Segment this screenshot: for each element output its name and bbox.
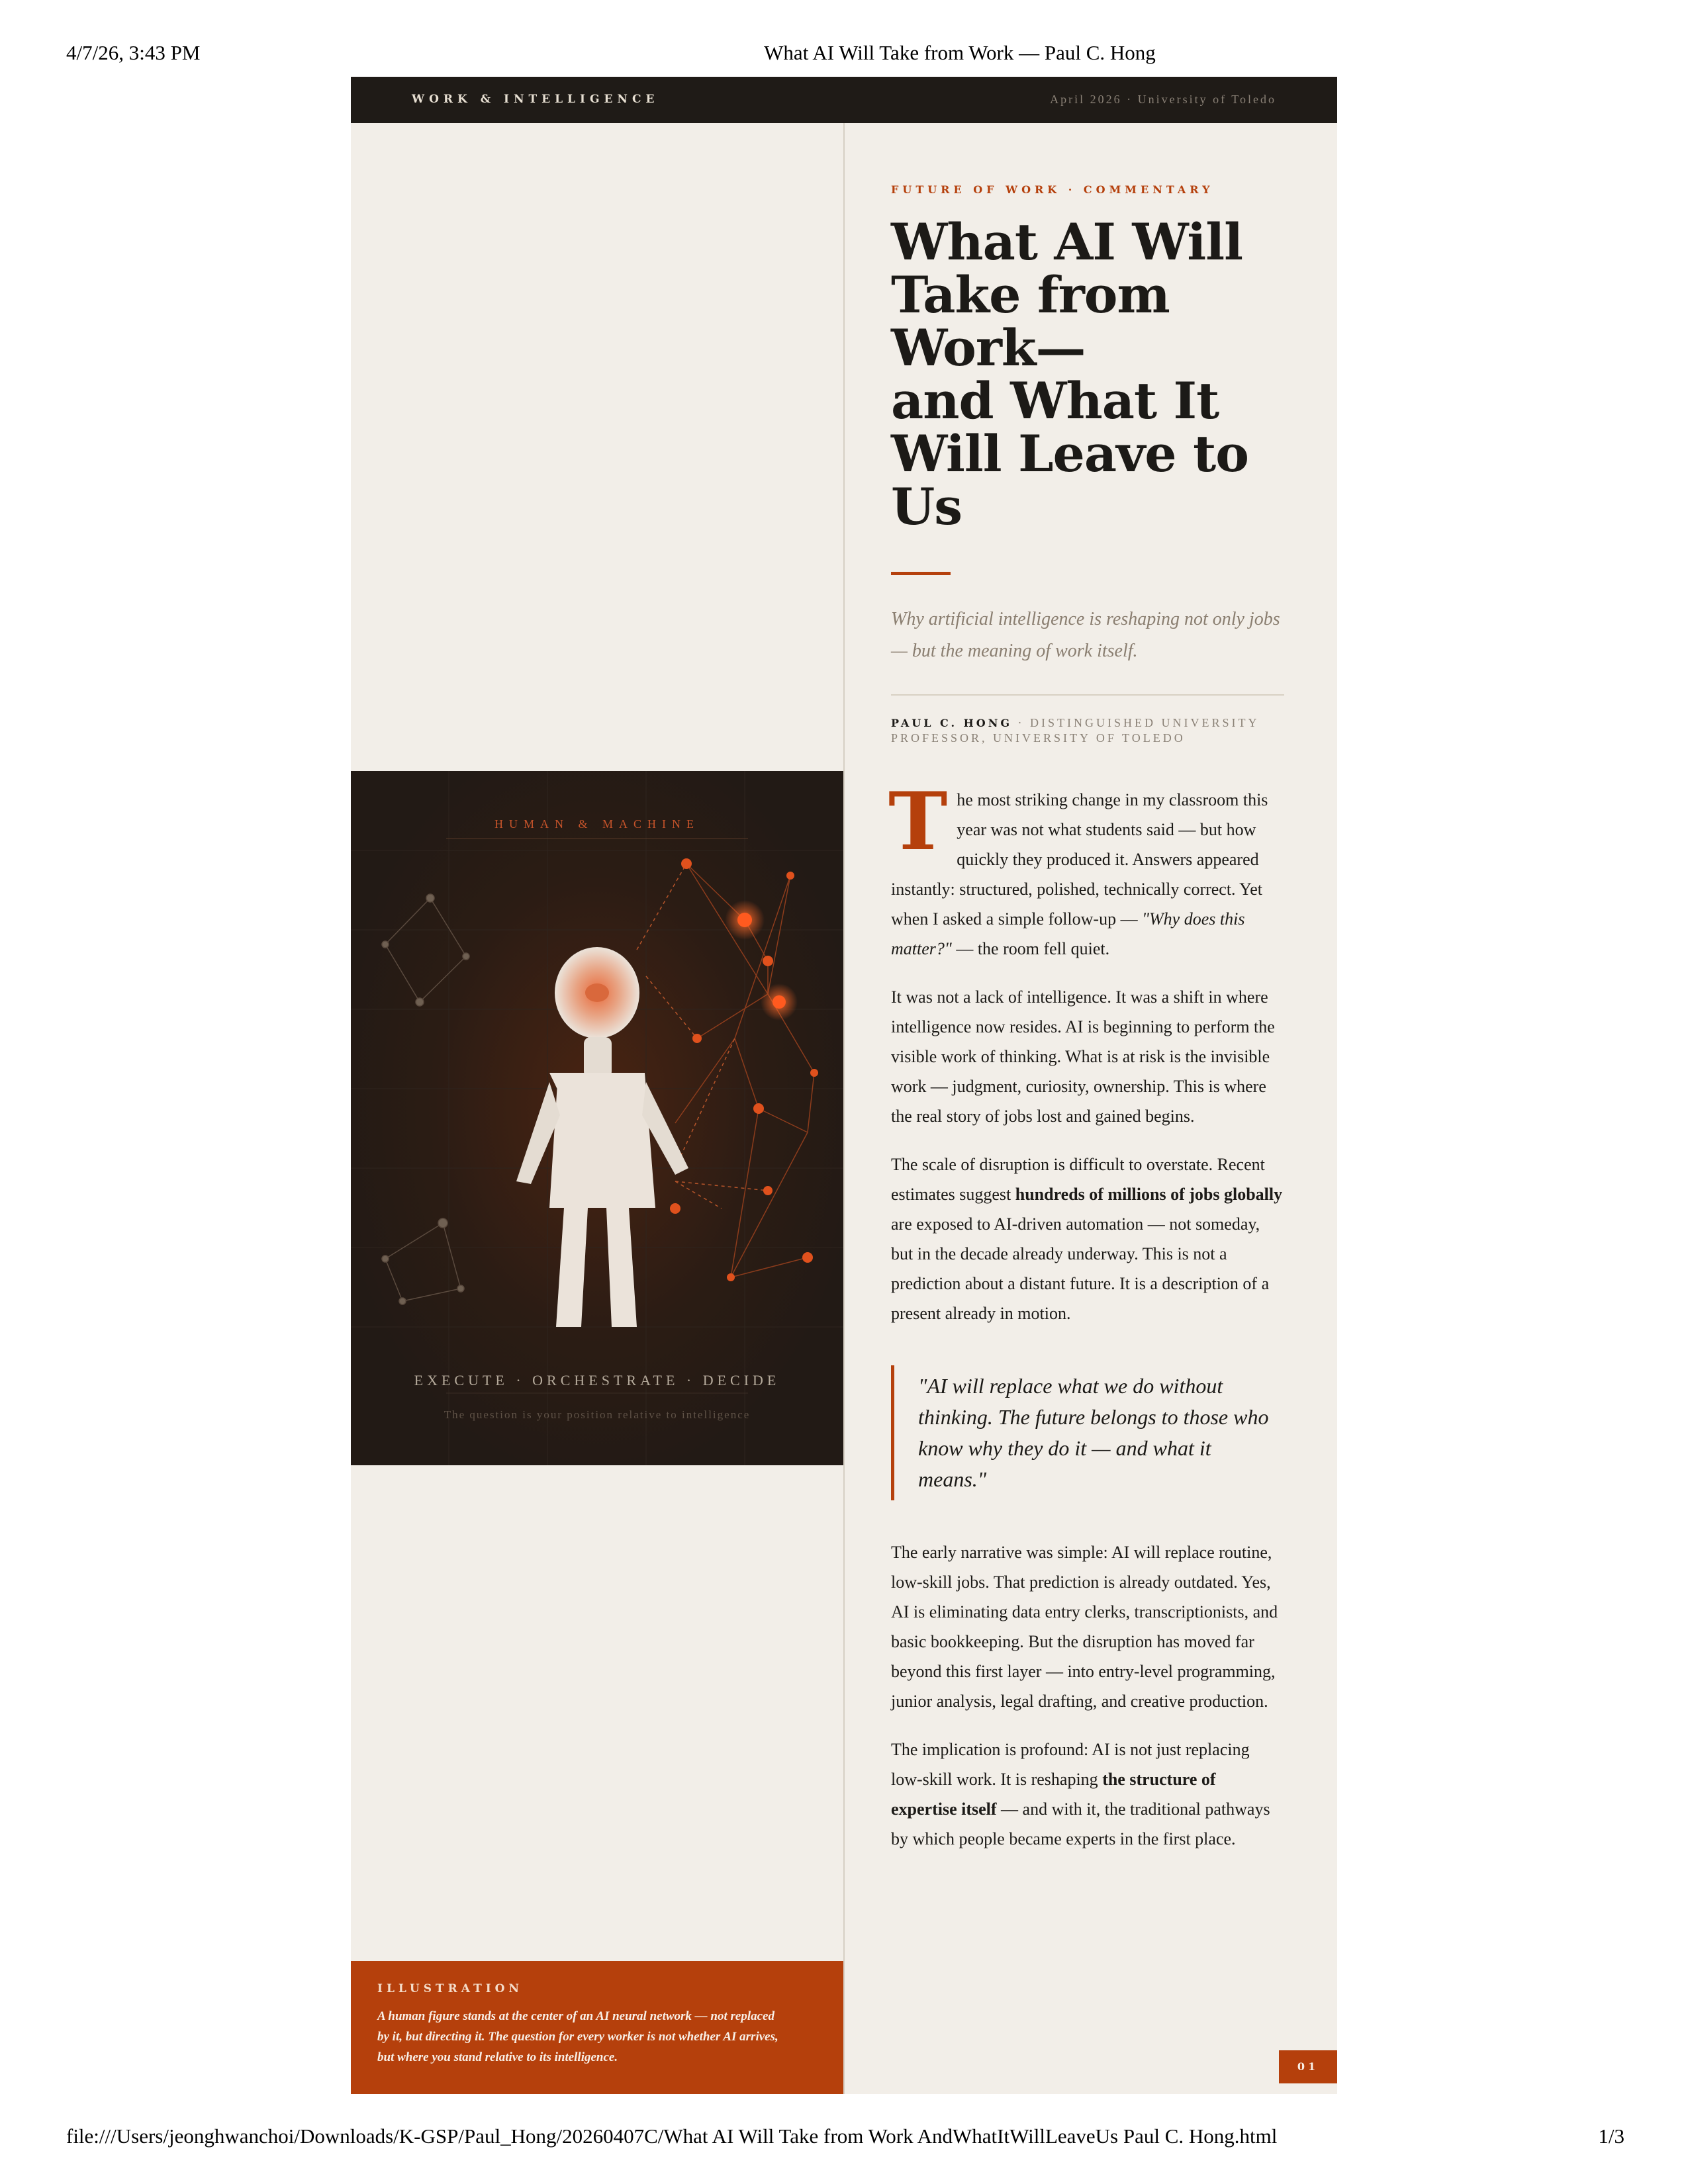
- headline-line: Take from: [891, 265, 1170, 324]
- page-number: 01: [1279, 2050, 1337, 2083]
- network-node: [670, 1203, 680, 1214]
- author-separator: ·: [1017, 716, 1025, 729]
- illustration-subtitle: The question is your position relative to intelligence: [444, 1408, 751, 1421]
- illustration-caption: [351, 1961, 843, 2094]
- dek: Why artificial intelligence is reshaping not only jobs — but the meaning of work itself.: [891, 609, 1280, 661]
- print-doc-title: What AI Will Take from Work — Paul C. Hong: [764, 41, 1156, 64]
- network-node: [463, 953, 469, 960]
- figure-neck: [584, 1037, 612, 1078]
- paragraph-text: The implication is profound: AI is not just replacing low-skill work. It is reshaping: [891, 1740, 1250, 1789]
- network-node: [773, 995, 786, 1009]
- headline-accent-rule: [891, 572, 951, 575]
- bold-text: the structure of expertise itself: [891, 1770, 1216, 1819]
- headline-line: Us: [891, 477, 962, 536]
- network-node: [692, 1034, 702, 1043]
- caption-text: A human figure stands at the center of an AI neural network — not replaced by it, but directing it. The question for every worker is not whether AI arrives, but where you stand relative to its intelligence.: [377, 2009, 778, 2064]
- headline-line: and What It: [891, 371, 1219, 430]
- paragraph: The early narrative was simple: AI will replace routine, low-skill jobs. That prediction is already outdated. Yes, AI is eliminating data entry clerks, transcriptionists, and basic bookkeeping. But the disruption has moved far beyond this first layer — into entry-level programming, junior analysis, legal drafting, and creative production.: [891, 1543, 1278, 1711]
- network-node: [737, 913, 752, 927]
- paragraph-text: he most striking change in my classroom this year was not what students said — but how quickly they produced it. Answers appeared instantly: structured, polished, technically correct. Yet when I asked a simple follow-up —: [891, 790, 1268, 929]
- network-node: [681, 858, 692, 869]
- human-machine-illustration: [351, 771, 843, 1465]
- kicker: FUTURE OF WORK · COMMENTARY: [891, 183, 1214, 196]
- masthead: [351, 77, 1337, 123]
- caption-label: ILLUSTRATION: [377, 1982, 524, 1995]
- dateline: April 2026 · University of Toledo: [1050, 93, 1276, 106]
- byline: [891, 715, 1284, 745]
- illustration-title: HUMAN & MACHINE: [494, 817, 700, 831]
- headline-line: Will Leave to: [891, 424, 1248, 483]
- article-page: [351, 77, 1337, 2094]
- network-node: [382, 1255, 389, 1262]
- paragraph-text: are exposed to AI-driven automation — not someday, but in the decade already underway. This is not a prediction about a distant future. It is a description of a present already in motion.: [891, 1214, 1270, 1323]
- emphasis: "Why does this matter?": [891, 909, 1245, 958]
- network-node: [426, 894, 434, 902]
- headline-line: What AI Will: [891, 212, 1243, 271]
- network-node: [763, 956, 773, 966]
- illustration-steps: EXECUTE · ORCHESTRATE · DECIDE: [414, 1372, 780, 1388]
- pull-quote: "AI will replace what we do without thinking. The future belongs to those who know why they do it — and what it means.": [891, 1365, 1284, 1500]
- byline-rule: [891, 694, 1284, 696]
- network-node: [763, 1186, 773, 1195]
- network-node: [399, 1298, 406, 1304]
- headline: [891, 212, 1284, 536]
- paragraph: [891, 1735, 1284, 1854]
- network-node: [382, 941, 389, 948]
- print-footer: [0, 2124, 1688, 2151]
- paragraph: It was not a lack of intelligence. It was a shift in where intelligence now resides. AI is beginning to perform the visible work of thinking. What is at risk is the invisible work — judgment, curiosity, ownership. This is where the real story of jobs lost and gained begins.: [891, 987, 1275, 1126]
- author-title: DISTINGUISHED UNIVERSITY PROFESSOR, UNIVERSITY OF TOLEDO: [891, 716, 1259, 745]
- print-header: [0, 41, 1688, 68]
- paragraph-text: The scale of disruption is difficult to overstate. Recent estimates suggest: [891, 1155, 1265, 1204]
- print-page-count: 1/3: [1598, 2124, 1624, 2148]
- paragraph-text: — and with it, the traditional pathways by which people became experts in the first place.: [891, 1799, 1270, 1848]
- network-node: [810, 1069, 818, 1077]
- bold-text: hundreds of millions of jobs globally: [1015, 1185, 1283, 1204]
- network-node: [727, 1273, 735, 1281]
- network-node: [416, 998, 424, 1006]
- figure-mind: [585, 983, 609, 1002]
- network-node: [802, 1252, 813, 1263]
- headline-line: Work—: [891, 318, 1086, 377]
- network-node: [753, 1103, 764, 1114]
- illustration-panel: [351, 771, 843, 1465]
- brand[interactable]: WORK & INTELLIGENCE: [412, 93, 659, 106]
- paragraph: [891, 1150, 1284, 1328]
- network-node: [438, 1218, 447, 1228]
- print-datetime: 4/7/26, 3:43 PM: [66, 41, 201, 64]
- column-divider: [843, 123, 845, 2094]
- network-node: [786, 872, 794, 880]
- drop-cap: T: [888, 775, 948, 868]
- network-node: [457, 1285, 464, 1292]
- article-body: [888, 775, 1284, 1872]
- paragraph: [888, 775, 1284, 964]
- author-name: PAUL C. HONG: [891, 717, 1012, 729]
- paragraph-text: — the room fell quiet.: [951, 939, 1110, 958]
- print-file-path: file:///Users/jeonghwanchoi/Downloads/K-GSP/Paul_Hong/20260407C/What AI Will Take from Work AndWhatItWillLeaveUs Paul C. Hong.html: [66, 2124, 1278, 2148]
